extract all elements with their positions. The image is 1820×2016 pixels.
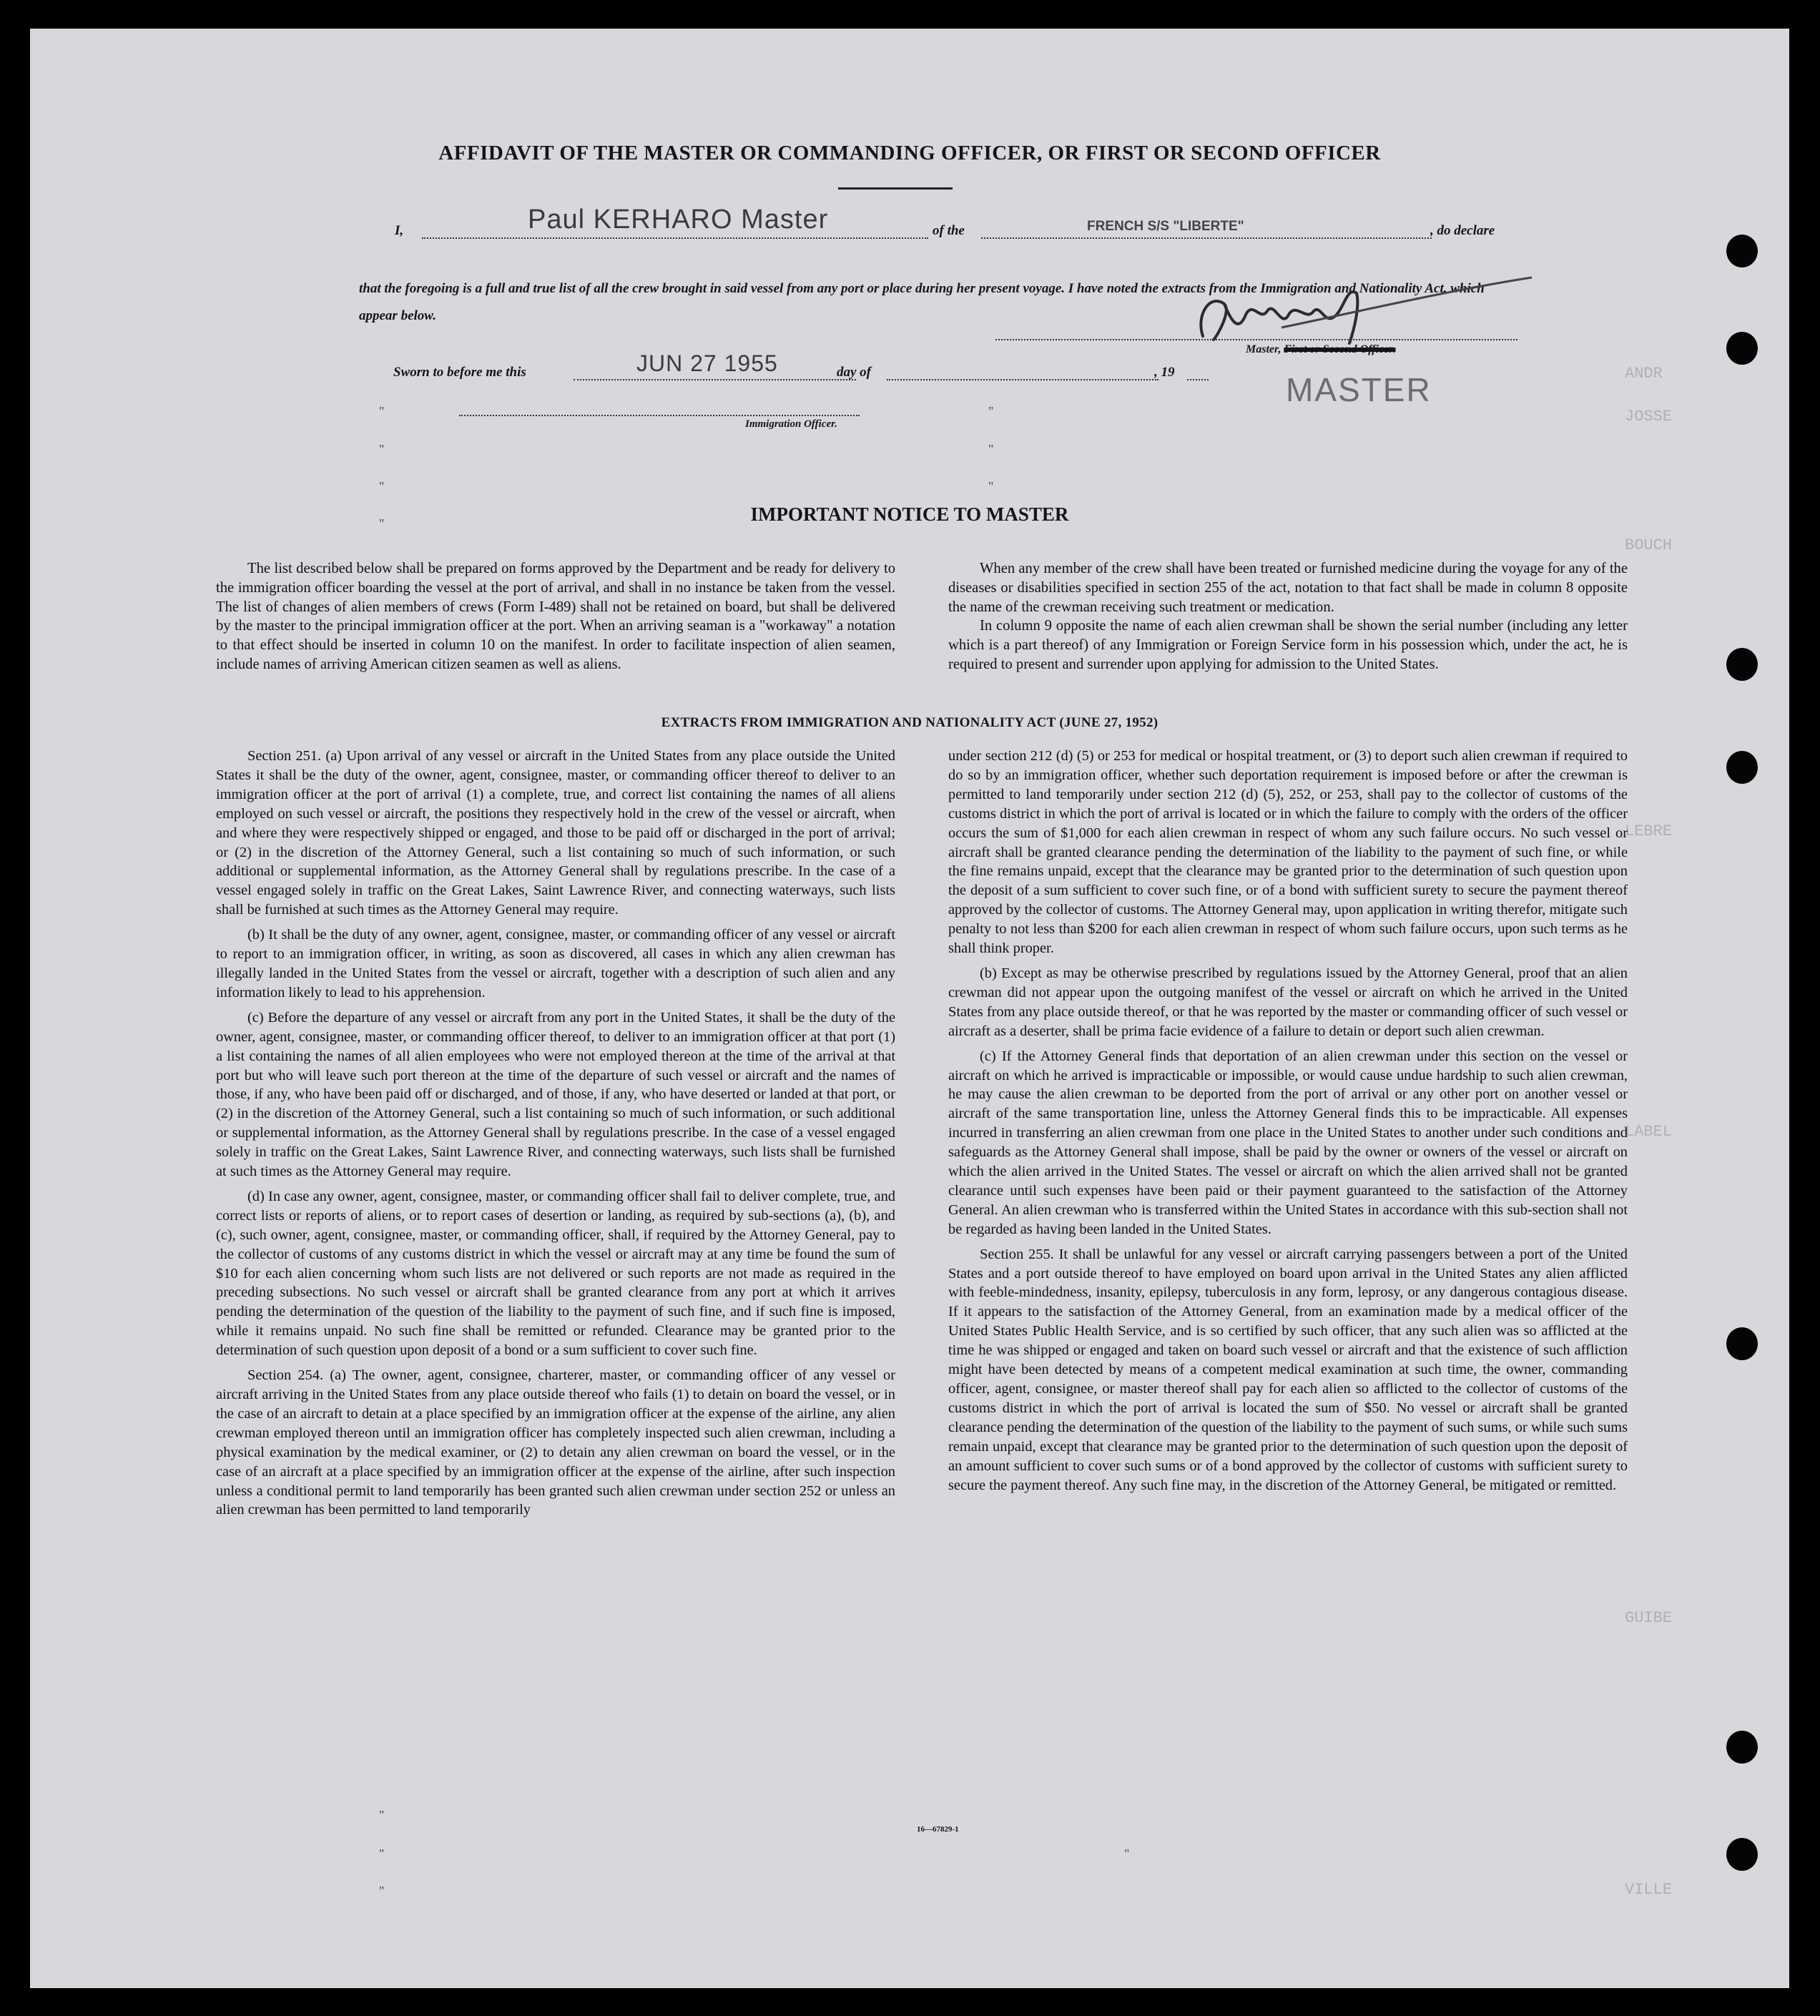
immigration-officer-line: [459, 415, 860, 416]
ditto-mark: ": [379, 479, 385, 493]
ditto-mark: ": [988, 442, 994, 456]
bleed-through-text: JOSSE: [1625, 408, 1673, 426]
sworn-date-value: JUN 27 1955: [636, 350, 778, 376]
name-field-line: [422, 237, 928, 239]
bleed-through-text: GUIBE: [1625, 1609, 1673, 1627]
master-title-label: [1246, 343, 1396, 356]
binder-hole: [1726, 1731, 1758, 1764]
binder-hole: [1726, 1838, 1758, 1871]
section-251-c: (c) Before the departure of any vessel or aircraft from any port in the United States, it shall be the duty of the owner, agent, consignee, master, or commanding officer thereof, to deliver to an immigration officer at that port (1) a list containing the names of all alien employees who were not employed thereon at the time of the arrival at that port but who will leave such port thereon at the time of the departure of such vessel or aircraft and the names of those, if any, who have been paid off or discharged, and of those, if any, who have deserted or landed at that port, or (2) in the discretion of the Attorney General, such a list containing so much of such information, or such additional or supplemental information, as the Attorney General shall by regulations prescribe. In the case of a vessel engaged solely in traffic on the Great Lakes, Saint Lawrence River, and connecting waterways, such lists shall be furnished at such times as the Attorney General may require.: [216, 1009, 895, 1180]
binder-hole: [1726, 235, 1758, 267]
binder-hole: [1726, 751, 1758, 784]
vessel-field-line: [981, 237, 1432, 239]
section-251-d: (d) In case any owner, agent, consignee, master, or commanding officer shall fail to deliver complete, true, and correct lists or reports of aliens, or to report cases of desertion or landing, as required by sub-sections (a), (b), and (c), such owner, agent, consignee, master, or commanding officer, shall, if required by the Attorney General, pay to the collector of customs of any customs district in which the vessel or aircraft may at any time be found the sum of $10 for each alien concerning whom such lists are not delivered or such reports are not made as required in the preceding subsections. No such vessel or aircraft shall be granted clearance from any port at which it arrives pending the determination of the question of the liability to the payment of such fine, and if such fine is imposed, while it remains unpaid. No such fine shall be remitted or refunded. Clearance may be granted prior to the determination of such question upon deposit of a bond or a sum sufficient to cover such fine.: [216, 1188, 895, 1359]
section-254-b: (b) Except as may be otherwise prescribed by regulations issued by the Attorney General, proof that an alien crewman did not appear upon the outgoing manifest of the vessel or aircraft on which he arrived in the United States from any place outside thereof, or that he was reported by the master or commanding officer of such vessel or aircraft as a deserter, shall be prima facie evidence of a failure to detain or deport such alien crewman.: [948, 965, 1628, 1039]
ditto-mark: ": [379, 1884, 385, 1898]
ditto-mark: ": [379, 1808, 385, 1822]
sworn-label: Sworn to before me this: [393, 365, 526, 380]
binder-hole: [1726, 648, 1758, 681]
year-line: [1187, 379, 1209, 380]
notice-right-paragraph-1: When any member of the crew shall have been treated or furnished medicine during the voyage for any of the diseases or disabilities specified in section 255 of the act, notation to that fact shall be made in column 8 opposite the name of the crewman receiving such treatment or medication.: [948, 561, 1628, 615]
master-name-value: Paul KERHARO Master: [528, 205, 829, 235]
affidavit-title: AFFIDAVIT OF THE MASTER OR COMMANDING OFFICER, OR FIRST OR SECOND OFFICER: [438, 142, 1381, 164]
ditto-mark: ": [988, 479, 994, 493]
month-line: [887, 379, 1159, 380]
bleed-through-text: BOUCH: [1625, 536, 1673, 554]
struck-officer-label: First or Second Officer.: [1284, 343, 1396, 355]
section-251-b: (b) It shall be the duty of any owner, agent, consignee, master, or commanding officer of any vessel or aircraft to report to an immigration officer, in writing, as soon as discovered, all cases in which any alien crewman has illegally landed in the United States from the vessel or aircraft, together with a description of such alien and any information likely to lead to his apprehension.: [216, 927, 895, 1000]
form-number: 16—67829-1: [917, 1825, 959, 1834]
declaration-i: I,: [395, 223, 404, 238]
binder-hole: [1726, 1327, 1758, 1360]
vessel-name-value: FRENCH S/S "LIBERTE": [1087, 219, 1244, 234]
declaration-do-declare: , do declare: [1430, 223, 1495, 238]
master-stamp: MASTER: [1286, 371, 1432, 408]
master-label-prefix: Master,: [1246, 343, 1282, 355]
section-254-a-continued: under section 212 (d) (5) or 253 for medical or hospital treatment, or (3) to deport such alien crewman if required to do so by an immigration officer, whether such deportation requirement is imposed before or after the crewman is permitted to land temporarily under section 212 (d) (5), 252, or 253, shall pay to the collector of customs of the customs district in which the port of arrival is located or in which the failure to comply with the orders of the officer occurs the sum of $1,000 for each alien crewman in respect of whom any such failure occurs. No such vessel or aircraft shall be granted clearance pending the determination of the liability to the payment of such fine, or while the fine remains unpaid, except that the clearance may be granted prior to the determination of such question upon the deposit of a sum sufficient to cover such fine, or of a bond with sufficient surety to secure the payment thereof approved by the collector of customs. The Attorney General may, upon application in writing therefor, mitigate such penalty to not less than $200 for each alien crewman in respect of whom such failure occurs, upon such terms as he shall think proper.: [948, 748, 1628, 957]
bleed-through-text: LEBRE: [1625, 822, 1673, 840]
day-of-label: day of: [837, 365, 872, 380]
sworn-date-line: [574, 379, 856, 380]
ditto-mark: ": [379, 516, 385, 531]
year-prefix-label: , 19: [1154, 365, 1175, 380]
notice-right-column: [948, 559, 1628, 680]
bleed-through-text: VILLE: [1625, 1881, 1673, 1899]
declaration-text: that the foregoing is a full and true list of all the crew brought in said vessel from any port or place during her present voyage. I have noted the extracts from the Immigration and Nationality Act, which appear below.: [359, 281, 1485, 323]
important-notice-heading: IMPORTANT NOTICE TO MASTER: [750, 503, 1069, 525]
immigration-officer-label: Immigration Officer.: [745, 418, 837, 430]
ditto-mark: ": [379, 442, 385, 456]
ditto-mark: ": [1124, 1847, 1130, 1861]
section-254-c: (c) If the Attorney General finds that deportation of an alien crewman under this section on the vessel or aircraft on which he arrived is impracticable or impossible, or would cause undue hardship to such alien crewman, he may cause the alien crewman to be deported from the port of arrival or any other port on another vessel or aircraft of the same transportation line, unless the Attorney General finds this to be impracticable. All expenses incurred in transferring an alien crewman from one place in the United States to another under such conditions and safeguards as the Attorney General shall impose, shall be paid by the owner or owners of the vessel or aircraft on which the alien arrived in the United States. The vessel or aircraft on which the alien arrived shall not be granted clearance until such expenses have been paid or their payment guaranteed to the satisfaction of the Attorney General. An alien crewman who is transferred within the United States in accordance with this sub-section shall not be regarded as having been landed in the United States.: [948, 1048, 1628, 1237]
section-251-a: Section 251. (a) Upon arrival of any vessel or aircraft in the United States from any place outside the United States it shall be the duty of the owner, agent, consignee, master, or commanding officer thereof to deliver to an immigration officer at the port of arrival (1) a complete, true, and correct list containing the names of all aliens employed on such vessel or aircraft, the positions they respectively hold in the crew of the vessel or aircraft, when and where they were respectively shipped or engaged, and those to be paid off or discharged in the port of arrival; or (2) in the discretion of the Attorney General, such a list containing so much of such information, or such additional or supplemental information, as the Attorney General shall by regulations prescribe. In the case of a vessel engaged solely in traffic on the Great Lakes, Saint Lawrence River, and connecting waterways, such lists shall be furnished at such times as the Attorney General may require.: [216, 748, 895, 918]
section-255: Section 255. It shall be unlawful for any vessel or aircraft carrying passengers between a port of the United States and a port outside thereof to have employed on board upon arrival in the United States any alien afflicted with feeble-mindedness, insanity, epilepsy, tuberculosis in any form, leprosy, or any dangerous contagious disease. If it appears to the satisfaction of the Attorney General, from an examination made by a medical officer of the United States Public Health Service, and is so certified by such officer, that any such alien was so afflicted at the time he was shipped or engaged and taken on board such vessel or aircraft and that the existence of such affliction might have been detected by means of a competent medical examination at such time, the owner, commanding officer, agent, consignee, or master thereof shall pay for each alien so afflicted to the collector of customs of the customs district in which the port of arrival is located the sum of $50. No vessel or aircraft shall be granted clearance pending the determination of the question of the liability to the payment of such sums, or while such sums remain unpaid, except that clearance may be granted prior to the determination of such question upon the deposit of an amount sufficient to cover such sums or of a bond approved by the collector of customs with sufficient surety to secure the payment thereof. Any such fine may, in the discretion of the Attorney General, be mitigated or remitted.: [948, 1246, 1628, 1493]
notice-right-paragraph-2: In column 9 opposite the name of each alien crewman shall be shown the serial number (including any letter which is a part thereof) of any Immigration or Foreign Service form in his possession which, under the act, he is required to present and surrender upon applying for admission to the United States.: [948, 618, 1628, 672]
ditto-mark: ": [988, 404, 994, 418]
extracts-right-column: [948, 747, 1628, 1500]
ditto-mark: ": [379, 1847, 385, 1861]
signature-line: [995, 339, 1518, 340]
binder-hole: [1726, 332, 1758, 365]
extracts-left-column: [216, 747, 895, 1525]
declaration-of-the: of the: [933, 223, 965, 238]
notice-left-column: [216, 559, 895, 680]
bleed-through-text: LABEL: [1625, 1123, 1673, 1141]
extracts-heading: EXTRACTS FROM IMMIGRATION AND NATIONALITY ACT (JUNE 27, 1952): [661, 715, 1159, 730]
bleed-through-text: ANDR: [1625, 365, 1663, 383]
title-underline: [838, 187, 953, 190]
ditto-mark: ": [379, 404, 385, 418]
section-254-a: Section 254. (a) The owner, agent, consignee, charterer, master, or commanding officer of any vessel or aircraft arriving in the United States from any place outside thereof who fails (1) to detain on board the vessel, or in the case of an aircraft to detain at a place specified by an immigration officer at the expense of the airline, any alien crewman employed thereon until an immigration officer has completely inspected such alien crewman, including a physical examination by the medical examiner, or (2) to detain any alien crewman on board the vessel, or in the case of an aircraft at a place specified by an immigration officer at the expense of the airline, after such inspection unless a conditional permit to land temporarily has been granted such alien crewman under section 252 or unless an alien crewman has been permitted to land temporarily: [216, 1367, 895, 1518]
notice-left-paragraph: The list described below shall be prepared on forms approved by the Department and be ready for delivery to the immigration officer boarding the vessel at the port of arrival, and shall in no instance be taken from the vessel. The list of changes of alien members of crews (Form I-489) shall not be retained on board, but shall be delivered by the master to the principal immigration officer at the port. When an arriving seaman is a "workaway" a notation to that effect should be inserted in column 10 on the manifest. In order to facilitate inspection of alien seamen, include names of arriving American citizen seamen as well as aliens.: [216, 561, 895, 672]
document-page: [30, 29, 1789, 1988]
